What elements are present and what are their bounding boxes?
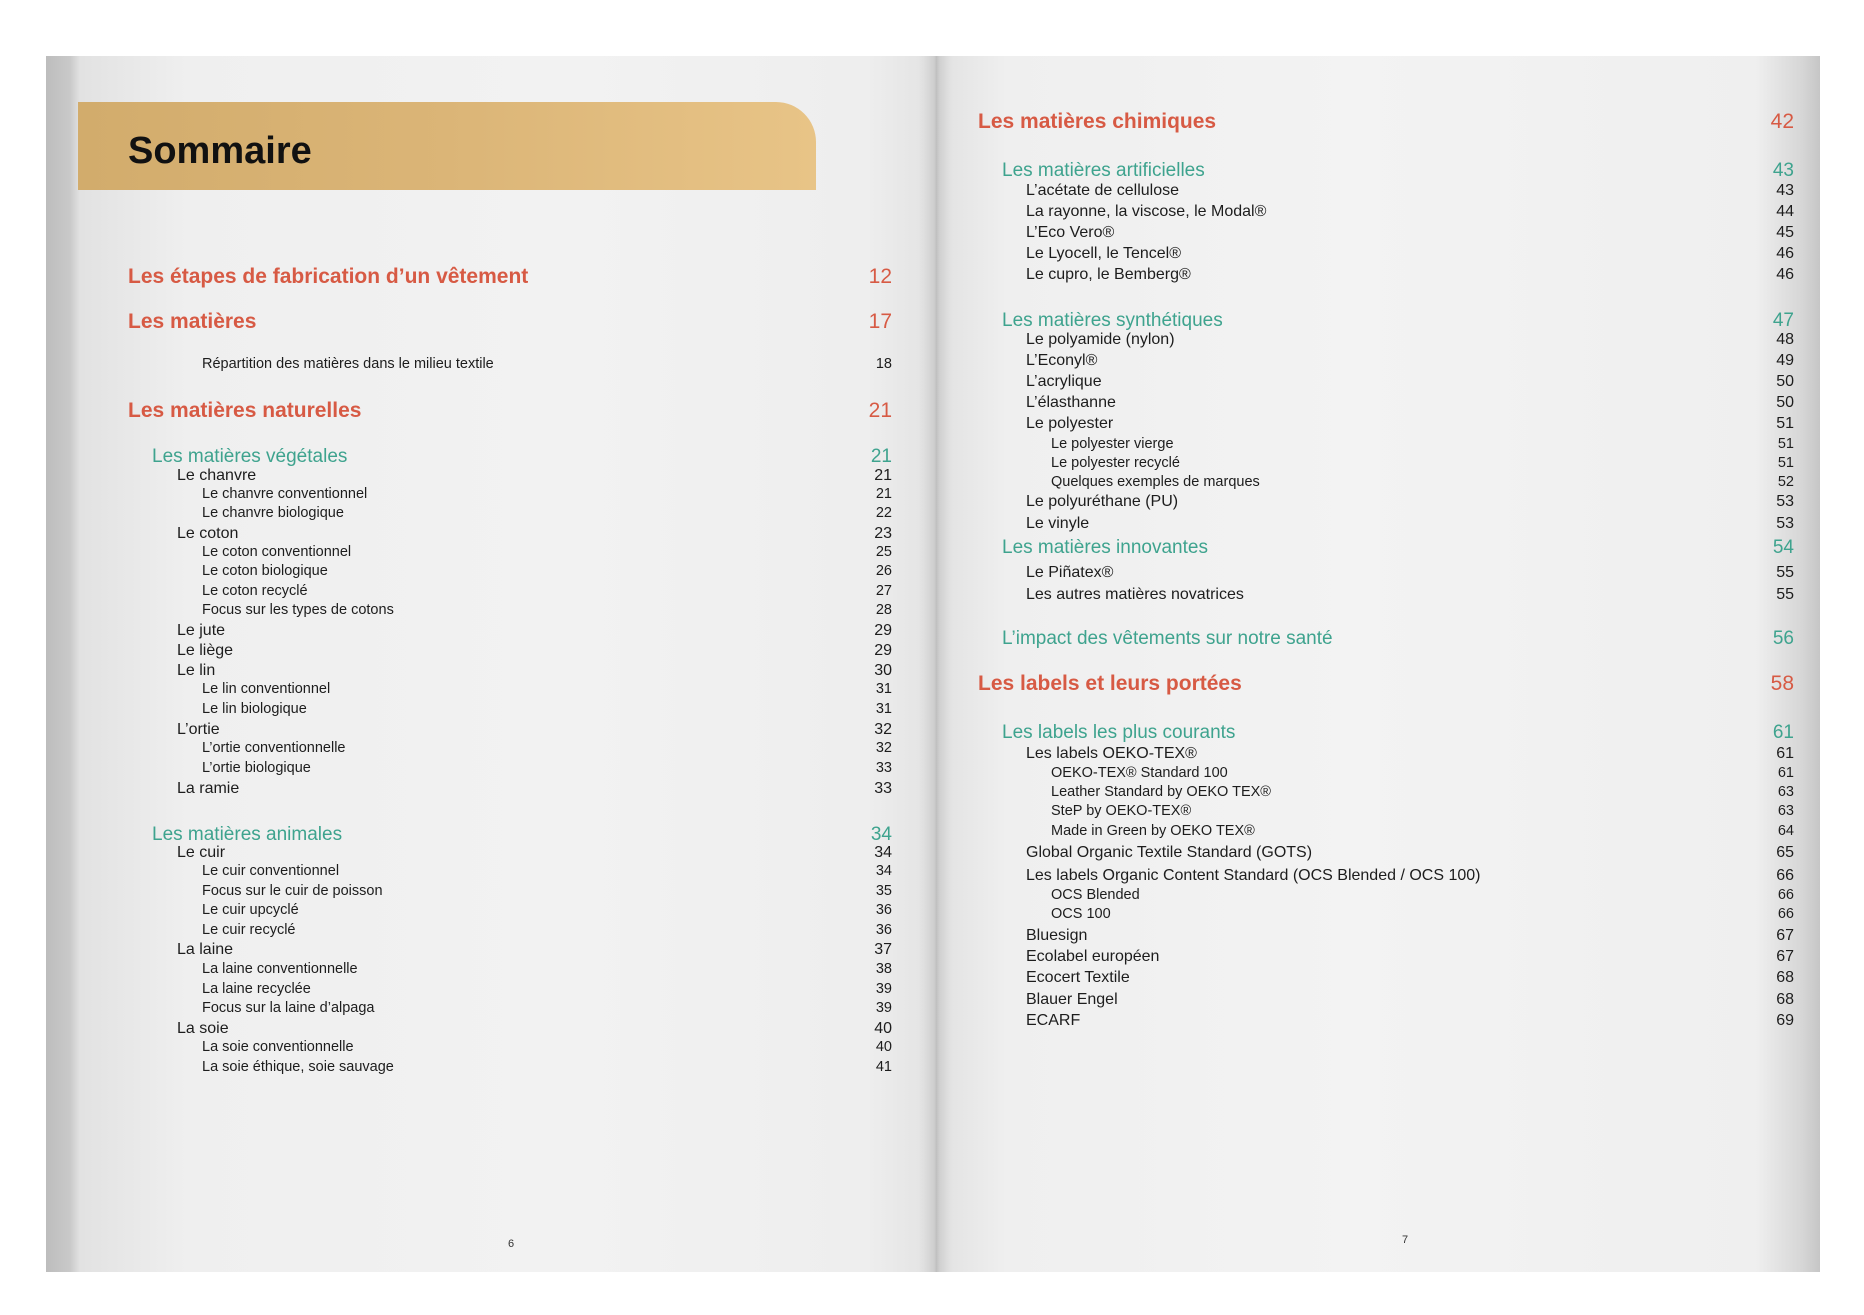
toc-entry-page-number: 36 — [875, 922, 892, 938]
toc-entry-page-number: 65 — [1776, 844, 1794, 861]
toc-entry-page-number: 64 — [1777, 823, 1794, 839]
toc-entry-title: Leather Standard by OEKO TEX® — [1051, 784, 1271, 800]
toc-entry-title: Blauer Engel — [1026, 991, 1118, 1008]
toc-entry-page-number: 68 — [1776, 991, 1794, 1008]
toc-entry-title: Le polyester recyclé — [1051, 455, 1180, 471]
toc-entry-title: Focus sur le cuir de poisson — [202, 883, 383, 899]
toc-entry-title: Les labels et leurs portées — [978, 672, 1242, 695]
toc-entry-title: La ramie — [177, 780, 240, 797]
toc-entry-page-number: 49 — [1776, 352, 1794, 369]
toc-entry-title: Le cupro, le Bemberg® — [1026, 266, 1191, 283]
toc-entry-page-number: 33 — [874, 780, 892, 797]
toc-entry-title: OEKO-TEX® Standard 100 — [1051, 765, 1228, 781]
toc-entry-page-number: 34 — [874, 844, 892, 861]
toc-entry-page-number: 50 — [1776, 373, 1794, 390]
toc-entry-title: La soie — [177, 1020, 229, 1037]
toc-entry-title: Les matières artificielles — [1002, 160, 1205, 181]
toc-entry-page-number: 46 — [1776, 266, 1794, 283]
toc-entry-page-number: 21 — [875, 486, 892, 502]
toc-entry-title: OCS Blended — [1051, 887, 1140, 903]
toc-entry-title: L’impact des vêtements sur notre santé — [1002, 628, 1333, 649]
toc-entry-page-number: 43 — [1772, 160, 1794, 181]
toc-entry-page-number: 48 — [1776, 331, 1794, 348]
toc-entry-page-number: 25 — [875, 544, 892, 560]
toc-entry-title: L’ortie — [177, 721, 220, 738]
toc-entry-title: Les labels OEKO-TEX® — [1026, 745, 1197, 762]
toc-entry-page-number: 53 — [1776, 493, 1794, 510]
toc-entry-title: Le coton recyclé — [202, 583, 308, 599]
toc-entry-page-number: 39 — [875, 981, 892, 997]
toc-entry-page-number: 32 — [874, 721, 892, 738]
toc-entry-page-number: 54 — [1772, 537, 1794, 558]
toc-entry-title: Le lin — [177, 662, 216, 679]
toc-entry-title: Global Organic Textile Standard (GOTS) — [1026, 844, 1313, 861]
toc-entry-title: Les labels les plus courants — [1002, 722, 1236, 743]
toc-entry-page-number: 22 — [875, 505, 892, 521]
toc-entry-title: Les matières chimiques — [978, 110, 1217, 133]
toc-entry-page-number: 41 — [875, 1059, 892, 1075]
toc-entry-title: Le polyester — [1026, 415, 1114, 432]
toc-entry-title: Le chanvre biologique — [202, 505, 344, 521]
page-folio: 6 — [508, 1238, 515, 1250]
toc-entry-page-number: 51 — [1776, 415, 1794, 432]
toc-entry-title: Le lin conventionnel — [202, 681, 331, 697]
page-title: Sommaire — [128, 130, 312, 172]
toc-entry-title: ECARF — [1026, 1012, 1081, 1029]
toc-entry-title: Répartition des matières dans le milieu textile — [202, 356, 494, 372]
toc-entry-page-number: 68 — [1776, 969, 1794, 986]
toc-entry-title: L’ortie biologique — [202, 760, 311, 776]
toc-entry-page-number: 40 — [875, 1039, 892, 1055]
toc-entry-title: Le cuir upcyclé — [202, 902, 299, 918]
right-page — [936, 56, 1820, 1272]
toc-entry-title: Le vinyle — [1026, 515, 1090, 532]
toc-entry-page-number: 38 — [875, 961, 892, 977]
toc-entry-page-number: 31 — [875, 681, 892, 697]
toc-entry-title: Les étapes de fabrication d’un vêtement — [128, 265, 529, 288]
toc-entry-page-number: 44 — [1776, 203, 1794, 220]
left-page — [46, 56, 936, 1272]
toc-entry-page-number: 46 — [1776, 245, 1794, 262]
gutter-shadow — [918, 56, 954, 1272]
toc-entry-title: Le cuir conventionnel — [202, 863, 340, 879]
toc-entry-page-number: 67 — [1776, 927, 1794, 944]
toc-entry-title: La soie conventionnelle — [202, 1039, 354, 1055]
toc-entry-page-number: 66 — [1776, 867, 1794, 884]
toc-entry-page-number: 23 — [874, 525, 892, 542]
toc-entry-page-number: 21 — [874, 467, 892, 484]
toc-entry-page-number: 66 — [1777, 887, 1794, 903]
toc-entry-title: Le cuir — [177, 844, 226, 861]
toc-entry-title: Le chanvre — [177, 467, 257, 484]
toc-entry-page-number: 21 — [868, 399, 892, 422]
toc-entry-title: La laine conventionnelle — [202, 961, 358, 977]
toc-entry-title: Le Lyocell, le Tencel® — [1026, 245, 1181, 262]
toc-entry-title: Les matières naturelles — [128, 399, 362, 422]
toc-entry-page-number: 29 — [874, 642, 892, 659]
toc-entry-page-number: 12 — [868, 265, 892, 288]
toc-entry-title: L’acétate de cellulose — [1026, 182, 1179, 199]
toc-entry-page-number: 56 — [1772, 628, 1794, 649]
toc-entry-title: La laine recyclée — [202, 981, 311, 997]
toc-entry-title: L’Econyl® — [1026, 352, 1098, 369]
toc-entry-page-number: 63 — [1777, 803, 1794, 819]
toc-entry-title: Le coton conventionnel — [202, 544, 352, 560]
toc-entry-title: Quelques exemples de marques — [1051, 474, 1260, 490]
toc-entry-page-number: 34 — [870, 824, 892, 845]
toc-entry-page-number: 51 — [1777, 455, 1794, 471]
toc-entry-title: Le coton — [177, 525, 239, 542]
toc-entry-page-number: 31 — [875, 701, 892, 717]
toc-entry-page-number: 42 — [1770, 110, 1794, 133]
toc-entry-page-number: 53 — [1776, 515, 1794, 532]
toc-entry-title: OCS 100 — [1051, 906, 1111, 922]
toc-entry-page-number: 35 — [875, 883, 892, 899]
page-folio: 7 — [1402, 1234, 1409, 1246]
toc-entry-title: Le polyester vierge — [1051, 436, 1174, 452]
toc-entry-page-number: 26 — [875, 563, 892, 579]
toc-entry-title: Bluesign — [1026, 927, 1088, 944]
toc-entry-title: Le coton biologique — [202, 563, 328, 579]
toc-entry-page-number: 66 — [1777, 906, 1794, 922]
toc-entry-page-number: 43 — [1776, 182, 1794, 199]
toc-entry-title: Le cuir recyclé — [202, 922, 296, 938]
toc-entry-title: L’ortie conventionnelle — [202, 740, 346, 756]
book-spread — [46, 56, 1820, 1272]
toc-entry-title: Le polyuréthane (PU) — [1026, 493, 1179, 510]
toc-entry-page-number: 37 — [874, 941, 892, 958]
toc-entry-title: Le chanvre conventionnel — [202, 486, 368, 502]
toc-entry-title: La laine — [177, 941, 234, 958]
toc-entry-title: L’acrylique — [1026, 373, 1102, 390]
toc-entry-page-number: 39 — [875, 1000, 892, 1016]
toc-entry-title: Le polyamide (nylon) — [1026, 331, 1175, 348]
toc-entry-page-number: 69 — [1776, 1012, 1794, 1029]
toc-entry-title: Focus sur la laine d’alpaga — [202, 1000, 375, 1016]
toc-entry-page-number: 58 — [1770, 672, 1794, 695]
toc-entry-title: Made in Green by OEKO TEX® — [1051, 823, 1255, 839]
toc-entry-page-number: 36 — [875, 902, 892, 918]
toc-entry-page-number: 34 — [875, 863, 892, 879]
toc-entry-page-number: 51 — [1777, 436, 1794, 452]
toc-entry-page-number: 33 — [875, 760, 892, 776]
toc-entry-title: Les matières végétales — [152, 446, 348, 467]
toc-entry-title: SteP by OEKO-TEX® — [1051, 803, 1192, 819]
toc-entry-title: Focus sur les types de cotons — [202, 602, 394, 618]
toc-entry-title: Ecocert Textile — [1026, 969, 1130, 986]
toc-entry-page-number: 40 — [874, 1020, 892, 1037]
toc-entry-page-number: 63 — [1777, 784, 1794, 800]
toc-entry-title: Les matières animales — [152, 824, 343, 845]
toc-entry-page-number: 45 — [1776, 224, 1794, 241]
toc-entry-page-number: 52 — [1777, 474, 1794, 490]
toc-entry-page-number: 61 — [1772, 722, 1794, 743]
toc-entry-page-number: 18 — [875, 356, 892, 372]
toc-entry-page-number: 50 — [1776, 394, 1794, 411]
toc-entry-title: Le Piñatex® — [1026, 564, 1114, 581]
toc-entry-title: La rayonne, la viscose, le Modal® — [1026, 203, 1267, 220]
toc-entry-title: Les matières — [128, 310, 257, 333]
toc-entry-title: L’élasthanne — [1026, 394, 1116, 411]
toc-entry-page-number: 55 — [1776, 564, 1794, 581]
toc-entry-title: La soie éthique, soie sauvage — [202, 1059, 394, 1075]
toc-entry-title: Le lin biologique — [202, 701, 307, 717]
toc-entry-page-number: 61 — [1777, 765, 1794, 781]
toc-entry-page-number: 29 — [874, 622, 892, 639]
toc-entry-title: Ecolabel européen — [1026, 948, 1160, 965]
toc-entry-title: Le jute — [177, 622, 226, 639]
toc-entry-page-number: 67 — [1776, 948, 1794, 965]
toc-entry-page-number: 28 — [875, 602, 892, 618]
toc-entry-page-number: 55 — [1776, 586, 1794, 603]
toc-entry-title: Le liège — [177, 642, 234, 659]
toc-entry-page-number: 27 — [875, 583, 892, 599]
toc-entry-page-number: 61 — [1776, 745, 1794, 762]
toc-entry-title: L’Eco Vero® — [1026, 224, 1115, 241]
toc-entry-page-number: 21 — [870, 446, 892, 467]
toc-entry-title: Les matières innovantes — [1002, 537, 1208, 558]
toc-entry-title: Les matières synthétiques — [1002, 310, 1223, 331]
toc-entry-page-number: 47 — [1772, 310, 1794, 331]
toc-entry-title: Les autres matières novatrices — [1026, 586, 1244, 603]
toc-entry-page-number: 17 — [868, 310, 892, 333]
toc-entry-page-number: 32 — [875, 740, 892, 756]
toc-entry-page-number: 30 — [874, 662, 892, 679]
toc-entry-title: Les labels Organic Content Standard (OCS Blended / OCS 100) — [1026, 867, 1481, 884]
